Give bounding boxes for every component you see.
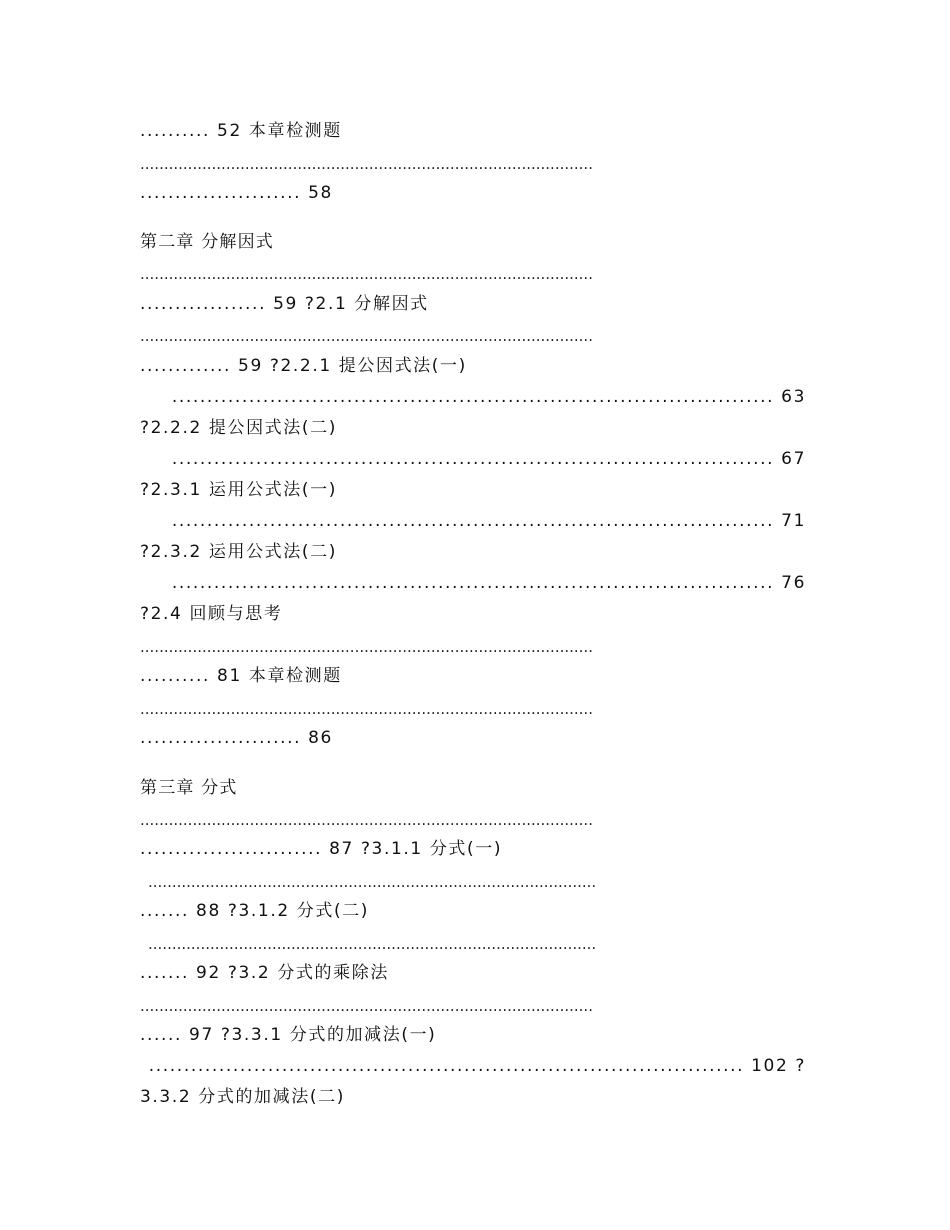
toc-line: .......................... 87 ?3.1.1 分式(一) xyxy=(140,839,503,859)
toc-leader-line: ............................................................................................... xyxy=(140,638,593,656)
toc-entry-title: ?2.4 回顾与思考 xyxy=(140,604,283,624)
toc-line: ....................... 58 xyxy=(140,183,333,203)
toc-leader-line: ............................................................................................... xyxy=(140,700,593,718)
toc-leader-with-page: ...................................................................................... 76 xyxy=(171,573,806,593)
toc-leader-line: .............................................................................................. xyxy=(148,873,597,891)
toc-leader-line: ............................................................................................... xyxy=(140,265,593,283)
chapter-heading: 第三章 分式 xyxy=(140,778,238,798)
toc-line: ....................... 86 xyxy=(140,728,333,748)
toc-page xyxy=(140,0,806,1230)
chapter-heading: 第二章 分解因式 xyxy=(140,232,275,252)
toc-line: .................. 59 ?2.1 分解因式 xyxy=(140,294,429,314)
toc-line: ............. 59 ?2.2.1 提公因式法(一) xyxy=(140,356,467,376)
toc-leader-line: ............................................................................................... xyxy=(140,155,593,173)
toc-entry-title: ?2.2.2 提公因式法(二) xyxy=(140,418,337,438)
toc-leader-line: ............................................................................................... xyxy=(140,327,593,345)
toc-leader-with-page: ...................................................................................... 67 xyxy=(171,449,806,469)
toc-leader-with-page: ...................................................................................... 71 xyxy=(171,511,806,531)
toc-line: ....... 92 ?3.2 分式的乘除法 xyxy=(140,963,389,983)
toc-leader-with-page: ..................................................................................... 102 ? xyxy=(148,1056,806,1076)
toc-leader-line: .............................................................................................. xyxy=(148,935,597,953)
toc-leader-line: ............................................................................................... xyxy=(140,811,593,829)
toc-leader-with-page: ...................................................................................... 63 xyxy=(171,387,806,407)
toc-line: ...... 97 ?3.3.1 分式的加减法(一) xyxy=(140,1025,437,1045)
toc-leader-line: ............................................................................................... xyxy=(140,997,593,1015)
toc-entry-title: 3.3.2 分式的加减法(二) xyxy=(140,1087,345,1107)
toc-entry-title: ?2.3.1 运用公式法(一) xyxy=(140,480,337,500)
toc-line: .......... 52 本章检测题 xyxy=(140,121,342,141)
toc-entry-title: ?2.3.2 运用公式法(二) xyxy=(140,542,337,562)
toc-line: .......... 81 本章检测题 xyxy=(140,666,342,686)
toc-line: ....... 88 ?3.1.2 分式(二) xyxy=(140,901,370,921)
